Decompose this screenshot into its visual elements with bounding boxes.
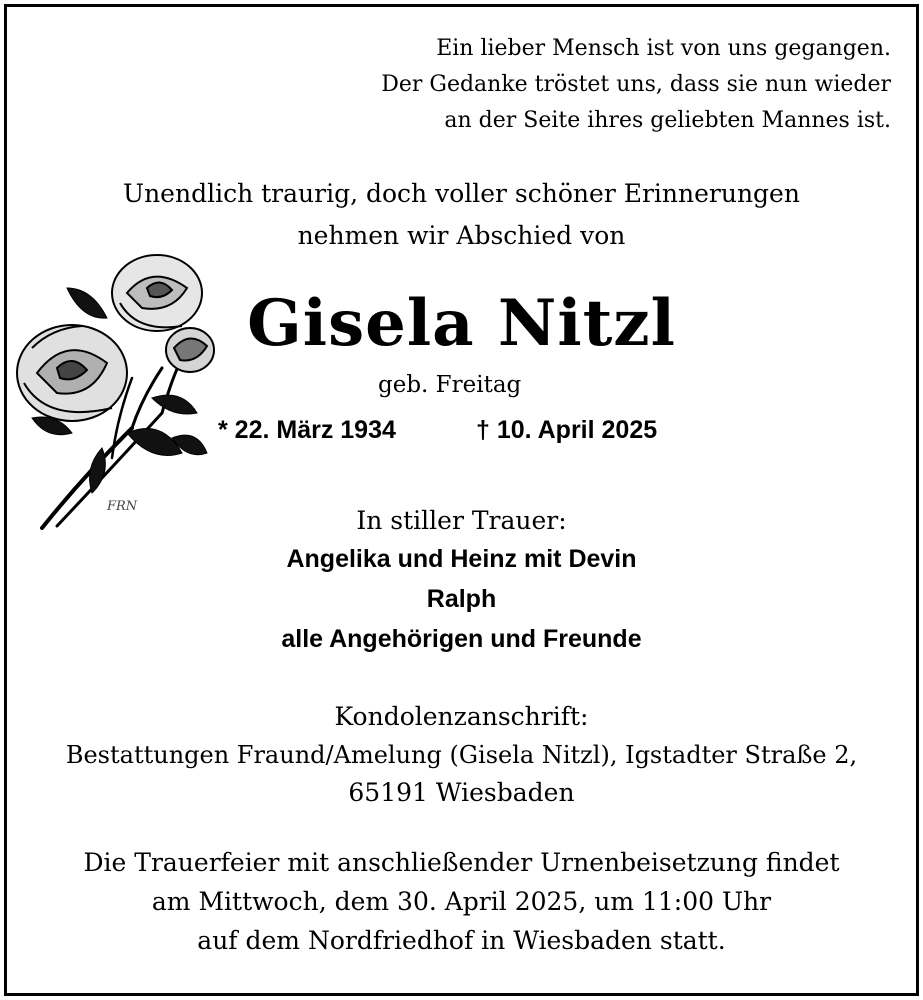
service-line-2: am Mittwoch, dem 30. April 2025, um 11:00 Uhr: [151, 887, 772, 916]
verse-line-2: Der Gedanke tröstet uns, dass sie nun wieder: [381, 72, 891, 97]
service-line-1: Die Trauerfeier mit anschließender Urnenbeisetzung findet: [83, 848, 840, 877]
maiden-name: geb. Freitag: [378, 372, 522, 398]
deceased-name: Gisela Nitzl: [247, 286, 676, 361]
mourner-line-1: Angelika und Heinz mit Devin: [286, 545, 637, 573]
intro-line-1: Unendlich traurig, doch voller schöner Erinnerungen: [123, 179, 800, 208]
service-line-3: auf dem Nordfriedhof in Wiesbaden statt.: [197, 926, 726, 955]
birth-date: * 22. März 1934: [218, 416, 396, 444]
verse-line-1: Ein lieber Mensch ist von uns gegangen.: [436, 36, 891, 61]
intro-line-2: nehmen wir Abschied von: [297, 221, 626, 250]
mourners-intro: In stiller Trauer:: [356, 506, 567, 535]
verse-line-3: an der Seite ihres geliebten Mannes ist.: [444, 108, 891, 133]
condolence-address-line-2: 65191 Wiesbaden: [348, 778, 575, 807]
mourner-line-2: Ralph: [426, 585, 497, 613]
mourner-line-3: alle Angehörigen und Freunde: [281, 625, 642, 653]
illustration-signature: FRN: [107, 499, 138, 514]
death-date: † 10. April 2025: [476, 416, 658, 444]
condolence-label: Kondolenzanschrift:: [334, 702, 589, 731]
condolence-address-line-1: Bestattungen Fraund/Amelung (Gisela Nitzl), Igstadter Straße 2,: [65, 741, 858, 769]
